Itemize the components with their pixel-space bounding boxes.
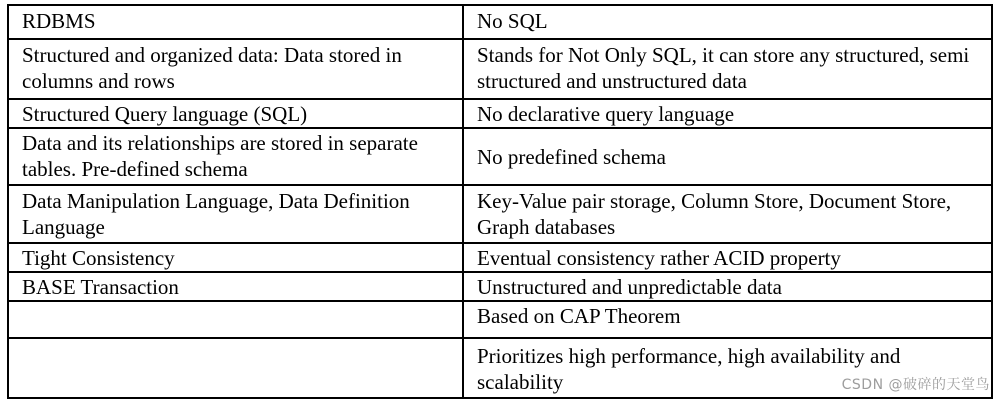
nosql-cell: Key-Value pair storage, Column Store, Document Store, Graph databases [463,185,992,243]
table-row [8,39,992,99]
table-header-row [8,5,992,39]
nosql-cell: Stands for Not Only SQL, it can store any structured, semi structured and unstructured data [463,39,992,99]
rdbms-vs-nosql-table [7,4,993,399]
table-row [8,185,992,243]
nosql-cell: Based on CAP Theorem [463,301,992,338]
header-cell-rdbms: RDBMS [8,5,463,39]
rdbms-cell: Data Manipulation Language, Data Definition Language [8,185,463,243]
table-row [8,272,992,301]
rdbms-cell: Structured Query language (SQL) [8,99,463,128]
rdbms-cell: Data and its relationships are stored in separate tables. Pre-defined schema [8,128,463,185]
table-row [8,128,992,185]
csdn-watermark: CSDN @破碎的天堂鸟 [841,377,990,393]
rdbms-cell [8,301,463,338]
rdbms-cell: Tight Consistency [8,243,463,272]
rdbms-cell: BASE Transaction [8,272,463,301]
nosql-cell: No declarative query language [463,99,992,128]
nosql-cell: No predefined schema [463,128,992,185]
nosql-cell: Prioritizes high performance, high availability and scalability [463,338,992,398]
nosql-cell: Eventual consistency rather ACID property [463,243,992,272]
nosql-cell: Unstructured and unpredictable data [463,272,992,301]
header-cell-nosql: No SQL [463,5,992,39]
table-row [8,99,992,128]
table-row [8,301,992,338]
table-row [8,243,992,272]
rdbms-cell [8,338,463,398]
rdbms-cell: Structured and organized data: Data stored in columns and rows [8,39,463,99]
